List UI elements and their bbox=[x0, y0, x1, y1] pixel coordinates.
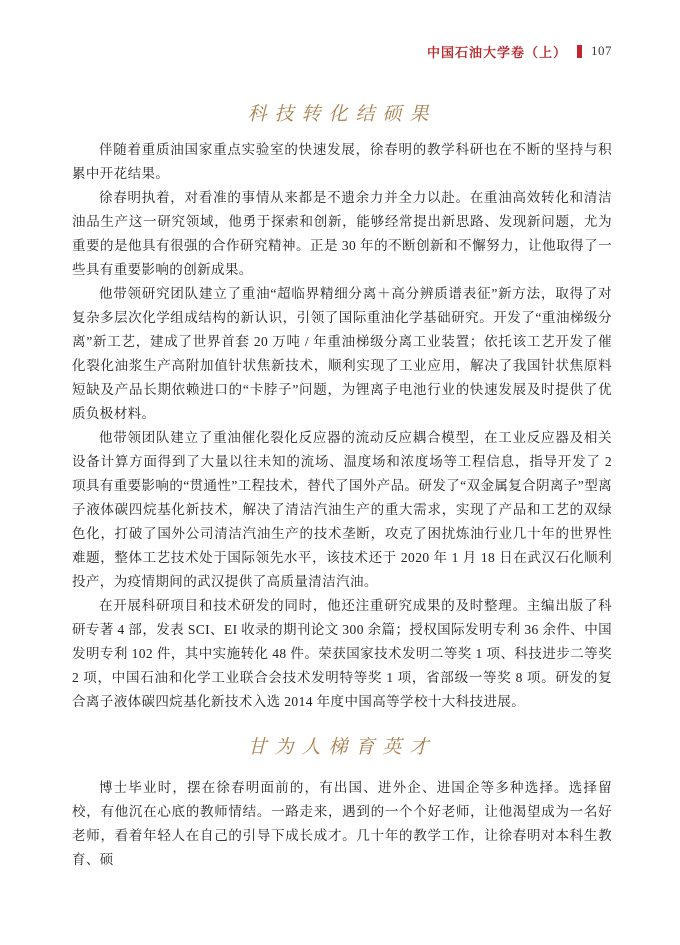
body-paragraph: 在开展科研项目和技术研发的同时，他还注重研究成果的及时整理。主编出版了科研专著 4 部，发表 SCI、EI 收录的期刊论文 300 余篇；授权国际发明专利 36 余件、中国发明专利 102 件，其中实施转化 48 件。荣获国家技术发明二等奖 1 项、科技进步二等奖 2 项，中国石油和化学工业联合会技术发明特等奖 1 项，省部级一等奖 8 项。研发的复合离子液体碳四烷基化新技术入选 2014 年度中国高等学校十大科技进展。 bbox=[72, 598, 612, 709]
body-paragraph: 他带领研究团队建立了重油“超临界精细分离＋高分辨质谱表征”新方法，取得了对复杂多层次化学组成结构的新认识，引领了国际重油化学基础研究。开发了“重油梯级分离”新工艺，建成了世界首套 20 万吨 / 年重油梯级分离工业装置；依托该工艺开发了催化裂化油浆生产高附加值针状焦新技术，顺利实现了工业应用，解决了我国针状焦原料短缺及产品长期依赖进口的“卡脖子”问题，为锂离子电池行业的快速发展及时提供了优质负极材料。 bbox=[72, 286, 612, 421]
book-title: 中国石油大学卷（上） bbox=[426, 44, 567, 60]
section-mentoring-talent bbox=[72, 734, 612, 872]
body-paragraph: 博士毕业时，摆在徐春明面前的，有出国、进外企、进国企等多种选择。选择留校，有他沉在心底的教师情结。一路走来，遇到的一个个好老师，让他渴望成为一名好老师，看着年轻人在自己的引导下成长成才。几十年的教学工作，让徐春明对本科生教育、硕 bbox=[72, 780, 612, 867]
page-number: 107 bbox=[591, 43, 612, 58]
section-heading-mentoring: 甘为人梯育英才 bbox=[247, 737, 437, 758]
body-paragraph: 伴随着重质油国家重点实验室的快速发展，徐春明的教学科研也在不断的坚持与积累中开花结果。 bbox=[72, 142, 612, 181]
section-science-achievements bbox=[72, 101, 612, 714]
section-heading-science: 科技转化结硕果 bbox=[247, 104, 437, 125]
body-paragraph: 他带领团队建立了重油催化裂化反应器的流动反应耦合模型，在工业反应器及相关设备计算方面得到了大量以往未知的流场、温度场和浓度场等工程信息，指导开发了 2 项具有重要影响的“贯通性”工程技术，替代了国外产品。研发了“双金属复合阴离子”型离子液体碳四烷基化新技术，解决了清洁汽油生产的重大需求，实现了产品和工艺的双绿色化，打破了国外公司清洁汽油生产的技术垄断，攻克了困扰炼油行业几十年的世界性难题，整体工艺技术处于国际领先水平，该技术还于 2020 年 1 月 18 日在武汉石化顺利投产，为疫情期间的武汉提供了高质量清洁汽油。 bbox=[72, 430, 612, 589]
header-divider-bar bbox=[577, 45, 582, 58]
body-paragraph: 徐春明执着，对看准的事情从来都是不遗余力并全力以赴。在重油高效转化和清洁油品生产这一研究领域，他勇于探索和创新，能够经常提出新思路、发现新问题，尤为重要的是他具有很强的合作研究精神。正是 30 年的不断创新和不懈努力，让他取得了一些具有重要影响的创新成果。 bbox=[72, 190, 612, 277]
page-header bbox=[72, 43, 612, 59]
